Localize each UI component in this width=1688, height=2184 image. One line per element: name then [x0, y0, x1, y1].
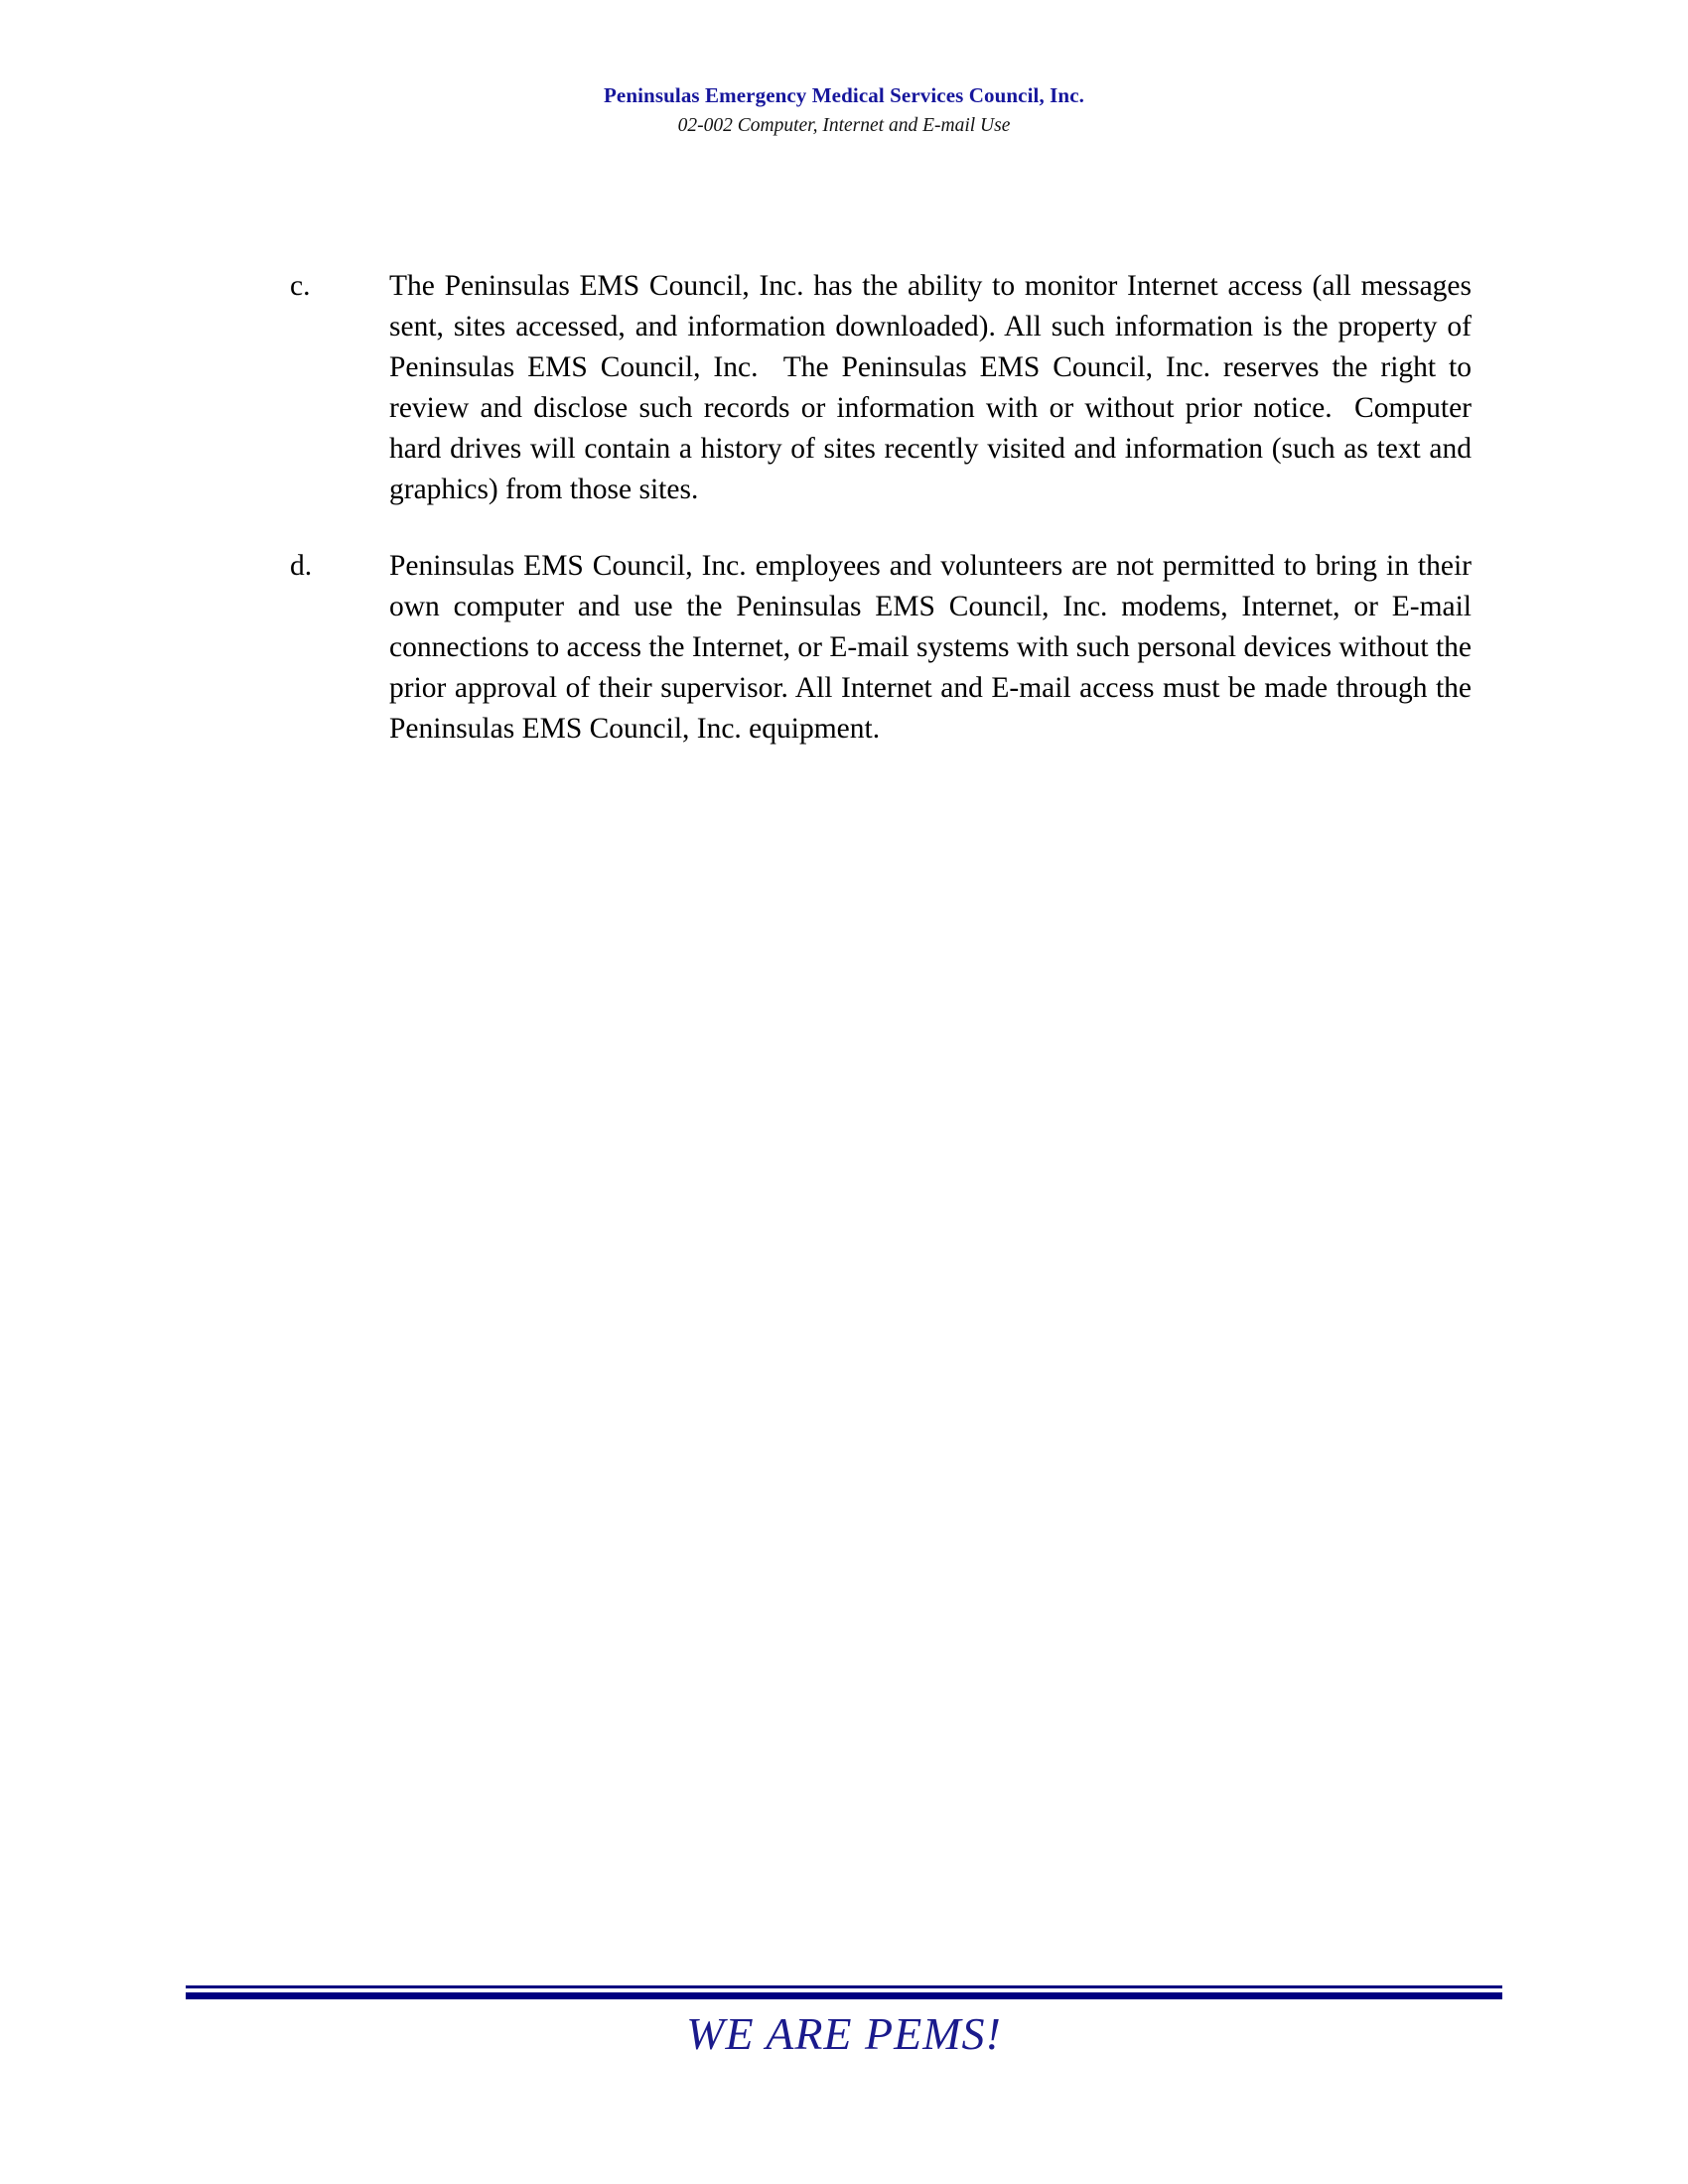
document-body [0, 266, 1688, 785]
header-policy-reference: 02-002 Computer, Internet and E-mail Use [677, 115, 1011, 137]
clause-c-text: The Peninsulas EMS Council, Inc. has the ability to monitor Internet access (all messages sent, sites accessed, and information downloaded). All such information is the property of Peninsulas EMS Council, Inc. The Peninsulas EMS Council, Inc. reserves the right to review and disclose such records or information with or without prior notice. Computer hard drives will contain a history of sites recently visited and information (such as text and graphics) from those sites. [389, 270, 1479, 505]
clause-c [290, 266, 1479, 510]
footer-slogan: WE ARE PEMS! [686, 2008, 1002, 2059]
clause-d [290, 546, 1479, 750]
footer-rule-thick [186, 1992, 1502, 1999]
clause-d-text: Peninsulas EMS Council, Inc. employees and volunteers are not permitted to bring in their own computer and use the Peninsulas EMS Council, Inc. modems, Internet, or E-mail connections to access the Internet, or E-mail systems with such personal devices without the prior approval of their supervisor. All Internet and E-mail access must be made through the Peninsulas EMS Council, Inc. equipment. [389, 550, 1479, 745]
page-header [0, 83, 1688, 138]
clause-c-marker: c. [290, 270, 311, 302]
clause-d-marker: d. [290, 550, 313, 582]
header-organization-title: Peninsulas Emergency Medical Services Council, Inc. [604, 83, 1084, 107]
footer-rule-thin [186, 1985, 1502, 1988]
footer-divider [186, 1985, 1502, 1999]
